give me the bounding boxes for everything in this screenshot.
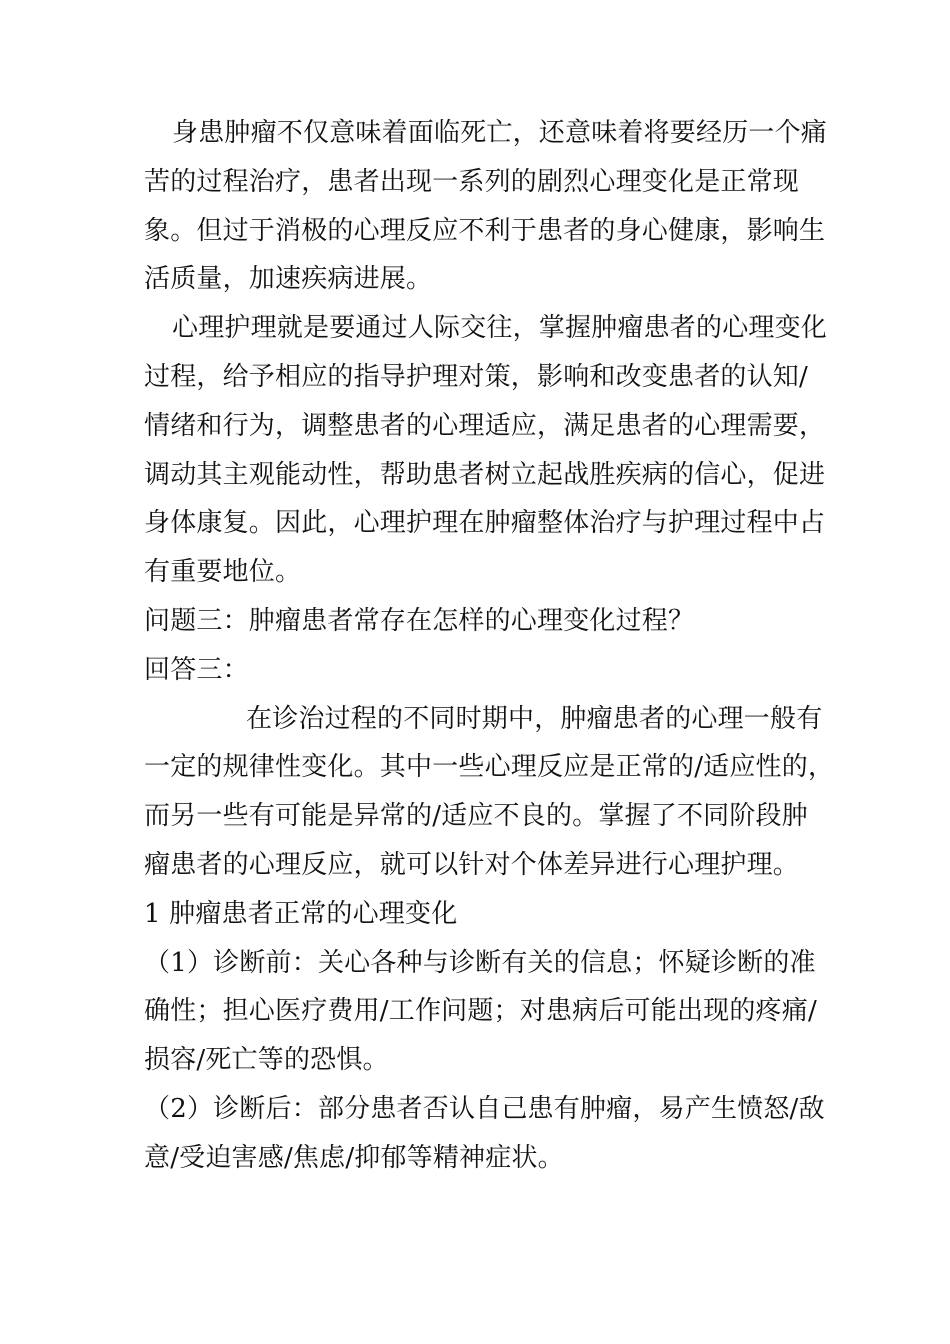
- document-body: [144, 109, 834, 1183]
- paragraph-2-line-5: 身体康复。因此，心理护理在肿瘤整体治疗与护理过程中占: [144, 508, 826, 539]
- item-1: [144, 939, 834, 1085]
- answer-3-line-4: 瘤患者的心理反应，就可以针对个体差异进行心理护理。: [144, 849, 800, 880]
- answer-3-label: 回答三：: [144, 654, 249, 685]
- paragraph-1-line-2: 苦的过程治疗，患者出现一系列的剧烈心理变化是正常现: [144, 166, 800, 197]
- paragraph-2-line-4: 调动其主观能动性，帮助患者树立起战胜疾病的信心，促进: [144, 459, 826, 490]
- answer-3-line-1: 在诊治过程的不同时期中，肿瘤患者的心理一般有: [246, 703, 823, 734]
- answer-3-paragraph: [144, 695, 834, 890]
- answer-3-line-2: 一定的规律性变化。其中一些心理反应是正常的/适应性的，: [144, 752, 835, 783]
- paragraph-1: [144, 109, 834, 304]
- item-1-line-3: 损容/死亡等的恐惧。: [144, 1045, 389, 1076]
- paragraph-2-line-2: 过程，给予相应的指导护理对策，影响和改变患者的认知/: [144, 361, 808, 392]
- paragraph-2-line-6: 有重要地位。: [144, 557, 302, 588]
- paragraph-2: [144, 304, 834, 597]
- item-2: [144, 1085, 834, 1183]
- answer-3-line-3: 而另一些有可能是异常的/适应不良的。掌握了不同阶段肿: [144, 801, 808, 832]
- item-2-line-1: （2）诊断后：部分患者否认自己患有肿瘤，易产生愤怒/敌: [144, 1093, 825, 1124]
- paragraph-1-line-4: 活质量，加速疾病进展。: [144, 264, 433, 295]
- section-1-heading: 1 肿瘤患者正常的心理变化: [144, 898, 458, 929]
- item-1-line-2: 确性；担心医疗费用/工作问题；对患病后可能出现的疼痛/: [144, 996, 817, 1027]
- paragraph-2-line-3: 情绪和行为，调整患者的心理适应，满足患者的心理需要，: [144, 410, 826, 441]
- paragraph-1-line-3: 象。但过于消极的心理反应不利于患者的身心健康，影响生: [144, 215, 826, 246]
- item-1-line-1: （1）诊断前：关心各种与诊断有关的信息；怀疑诊断的准: [144, 947, 816, 978]
- item-2-line-2: 意/受迫害感/焦虑/抑郁等精神症状。: [144, 1142, 564, 1173]
- question-3: 问题三：肿瘤患者常存在怎样的心理变化过程？: [144, 605, 695, 636]
- paragraph-1-line-1: 身患肿瘤不仅意味着面临死亡，还意味着将要经历一个痛: [172, 118, 828, 148]
- paragraph-2-line-1: 心理护理就是要通过人际交往，掌握肿瘤患者的心理变化: [172, 313, 828, 344]
